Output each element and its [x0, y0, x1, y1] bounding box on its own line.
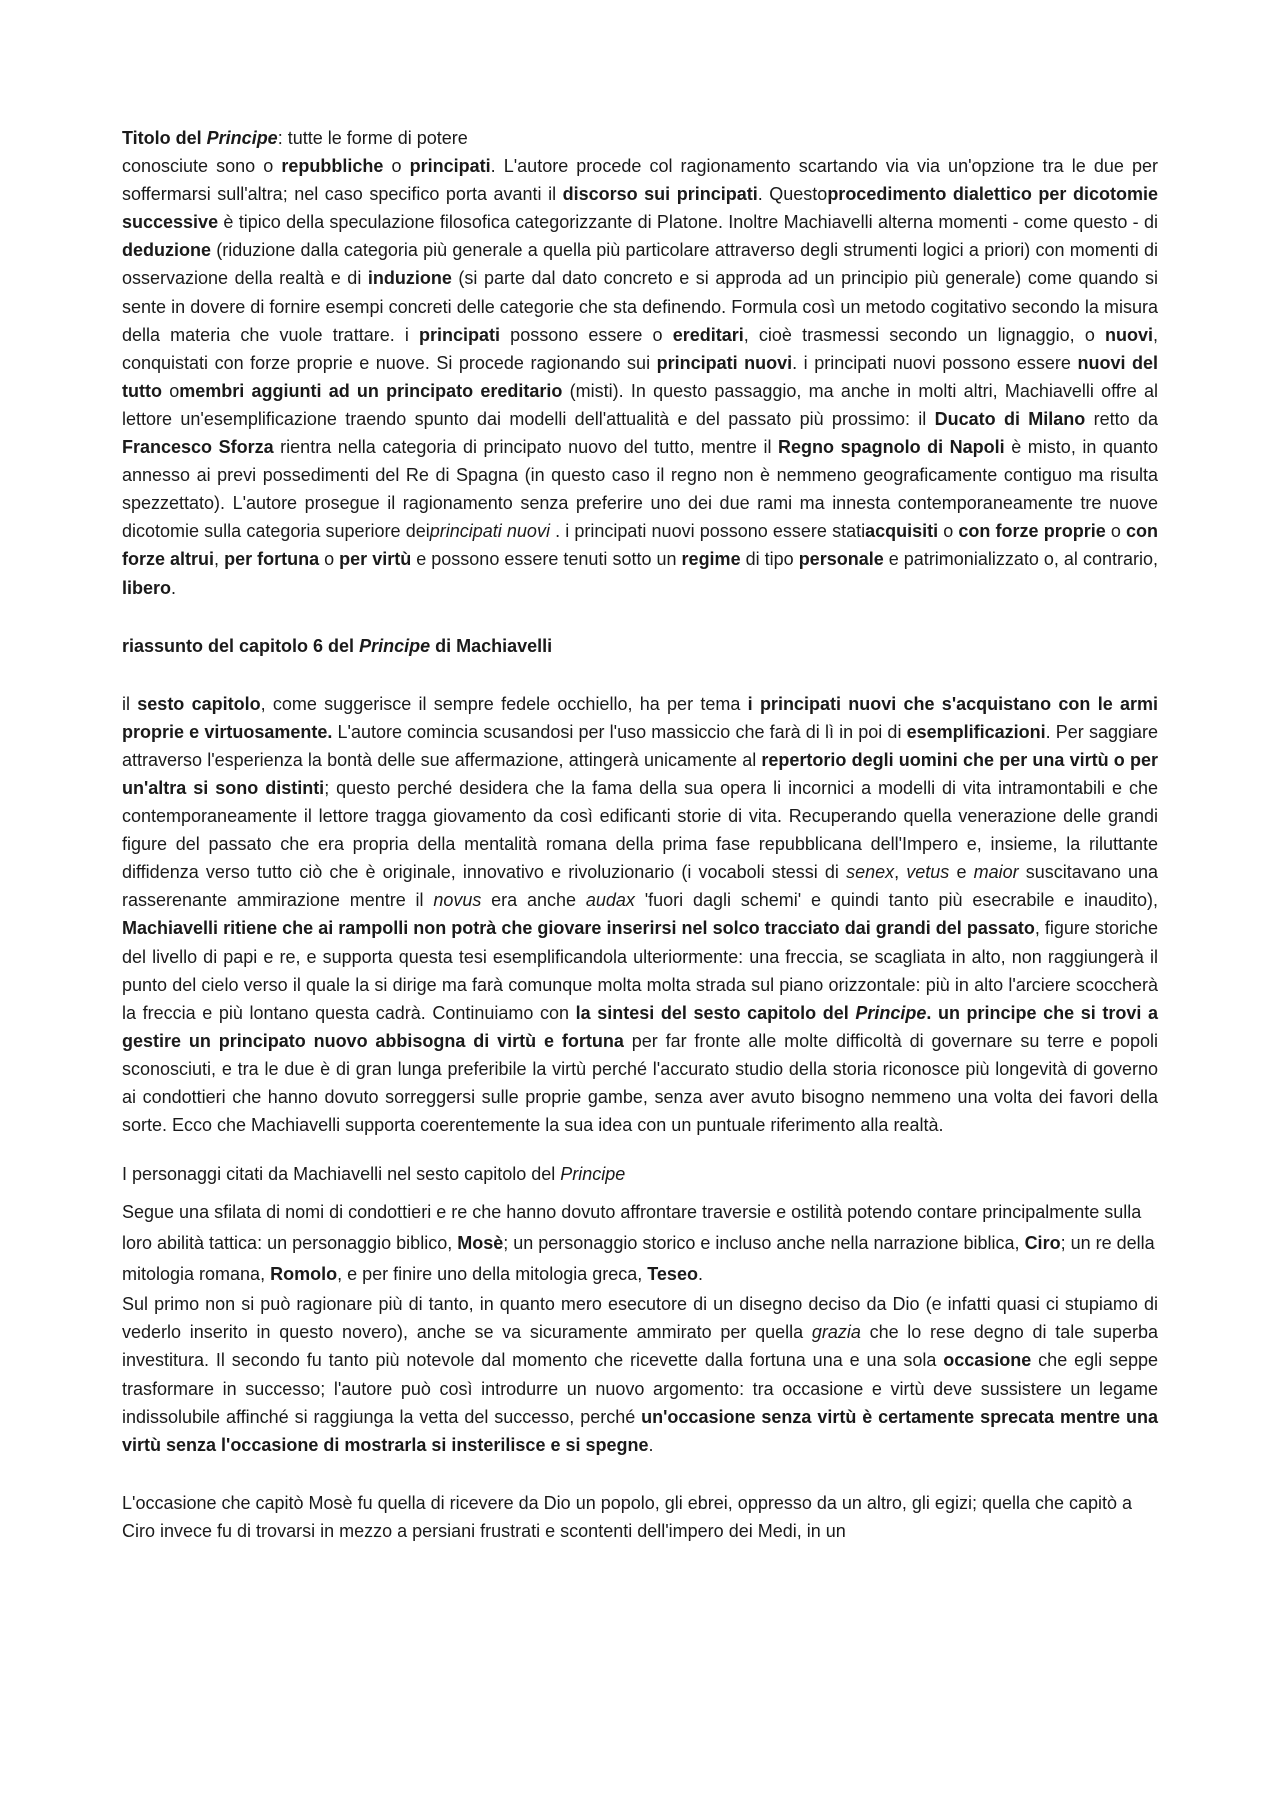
text-run: conosciute sono o: [122, 156, 282, 177]
text-run: i principati nuovi che s'acquistano con le armi proprie e virtuosamente.: [122, 693, 1159, 742]
text-run: per far fronte alle molte difficoltà di governare su terre e popoli sconosciuti, e tra le due è di gran lunga preferibile la virtù perché l'accurato studio della storia riconosce più longevità di governo ai condottieri che hanno dovuto sorreggersi sulle proprie gambe, senza aver avuto bisogno nemmeno una volta dei favori della sorte. Ecco che Machiavelli supporta coerentemente la sua idea con un puntuale riferimento alla realtà.: [122, 1030, 1158, 1136]
text-run: maior: [973, 862, 1019, 883]
section-heading-personaggi: I personaggi citati da Machiavelli nel sesto capitolo del Principe: [122, 1164, 626, 1185]
text-run: è misto, in quanto annesso ai previ possedimenti del Re di Spagna (in questo caso il regno non è nemmeno geograficamente contiguo ma risulta spezzettato). L'autore prosegue il ragionamento senza preferire uno dei due rami ma innesta contemporaneamente tre nuove dicotomie sulla categoria superiore dei: [122, 437, 1158, 542]
text-run: L'occasione che capitò Mosè fu quella di ricevere da Dio un popolo, gli ebrei, oppresso da un altro, gli egizi; quella che capitò a Ciro invece fu di trovarsi in mezzo a persiani frustrati e scontenti dell'impero dei Medi, in un: [122, 1492, 1133, 1541]
text-run: e patrimonializzato o, al contrario,: [883, 549, 1158, 570]
text-run: .: [648, 1434, 654, 1455]
text-run: , come suggerisce il sempre fedele occhiello, ha per tema: [260, 693, 748, 714]
section-heading-capitolo-6: riassunto del capitolo 6 del Principe di Machiavelli: [122, 635, 553, 656]
text-run: (riduzione dalla categoria più generale a quella più particolare attraverso degli strumenti logici a priori) con momenti di osservazione della realtà e di: [122, 240, 1158, 289]
text-run: rientra nella categoria di principato nuovo del tutto, mentre il: [273, 437, 779, 458]
text-run: Principe: [855, 1002, 927, 1023]
text-run: repertorio degli uomini che per una virtù o per un'altra si sono distinti: [122, 749, 1158, 798]
text-run: audax: [585, 890, 635, 911]
text-run: un'occasione senza virtù è certamente sprecata mentre una virtù senza l'occasione di mostrarla si insterilisce e si spegne: [122, 1406, 1158, 1455]
text-run: . Questo: [757, 184, 828, 205]
text-run: regime: [681, 549, 741, 570]
text-run: libero: [122, 577, 172, 598]
text-run: deduzione: [122, 240, 211, 261]
text-run: , figure storiche del livello di papi e re, e supporta questa tesi esemplificandola ulteriormente: una freccia, se scagliata in alto, non raggiungerà il punto del cielo verso il quale la si dirige ma farà comunque molta molta strada sul piano orizzontale: più in alto l'arciere scoccherà la freccia e più lontano questa cadrà. Continuiamo con: [122, 918, 1158, 1023]
paragraph-sfilata-condottieri: [122, 1197, 1158, 1290]
text-run: o: [383, 156, 410, 177]
text-run: Francesco Sforza: [122, 437, 274, 458]
text-run: occasione: [943, 1350, 1032, 1371]
text-run: il: [122, 693, 138, 714]
text-run: personale: [798, 549, 884, 570]
text-run: sesto capitolo: [137, 693, 261, 714]
text-run: che lo rese degno di tale superba investitura. Il secondo fu tanto più notevole dal momento che ricevette dalla fortuna una e una sola: [122, 1322, 1158, 1371]
text-run: 'fuori dagli schemi' e quindi tanto più esecrabile e inaudito),: [634, 890, 1159, 911]
text-run: suscitavano una rasserenante ammirazione mentre il: [122, 862, 1159, 911]
text-run: vetus: [906, 862, 950, 883]
text-run: nuovi: [1104, 324, 1153, 345]
text-run: o: [1105, 521, 1127, 542]
text-run: L'autore comincia scusandosi per l'uso massiccio che farà di lì in poi di: [332, 721, 907, 742]
text-run: Segue una sfilata di nomi di condottieri e re che hanno dovuto affrontare traversie e ostilità potendo contare principalmente sulla loro abilità tattica: un personaggio biblico,: [122, 1202, 1142, 1254]
text-run: per fortuna: [224, 549, 320, 570]
text-run: Regno spagnolo di Napoli: [778, 437, 1005, 458]
text-run: ; un personaggio storico e incluso anche nella narrazione biblica,: [503, 1233, 1025, 1254]
text-run: è tipico della speculazione filosofica categorizzante di Platone. Inoltre Machiavelli alterna momenti - come questo - di: [218, 212, 1158, 233]
text-run: principati: [419, 324, 501, 345]
text-run: Teseo: [647, 1264, 698, 1285]
text-run: . L'autore procede col ragionamento scartando via via un'opzione tra le due per soffermarsi sull'altra; nel caso specifico porta avanti il: [122, 156, 1159, 205]
text-run: senex: [846, 862, 895, 883]
paragraph-principati-dicotomie: [122, 152, 1158, 602]
text-run: (misti). In questo passaggio, ma anche in molti altri, Machiavelli offre al lettore un'esemplificazione traendo spunto dai modelli dell'attualità e del passato più prossimo: il: [122, 380, 1159, 429]
text-run: o: [161, 380, 180, 401]
text-run: , e per finire uno della mitologia greca,: [337, 1264, 648, 1285]
paragraph-occasione-mose-ciro: [122, 1489, 1158, 1545]
text-run: retto da: [1085, 408, 1158, 429]
text-run: che egli seppe trasformare in successo; l'autore può così introdurre un nuovo argomento: tra occasione e virtù deve sussistere un legame indissolubile affinché si raggiunga la vetta del successo, perché: [122, 1350, 1159, 1427]
text-run: principati nuovi: [429, 521, 550, 542]
text-run: .: [171, 577, 177, 598]
text-run: (si parte dal dato concreto e si approda ad un principio più generale) come quando si sente in dovere di fornire esempi concreti delle categorie che sta definendo. Formula così un metodo cogitativo secondo la misura della materia che vuole trattare. i: [122, 268, 1158, 345]
text-run: repubbliche: [281, 156, 384, 177]
text-run: o: [319, 549, 340, 570]
text-run: . i principati nuovi possono essere stati: [549, 521, 866, 542]
paragraph-sesto-capitolo: [122, 690, 1158, 1140]
text-run: e possono essere tenuti sotto un: [411, 549, 682, 570]
text-run: discorso sui principati: [562, 184, 758, 205]
text-run: nuovi del tutto: [122, 352, 1159, 401]
text-run: ,: [894, 862, 907, 883]
text-run: Ducato di Milano: [934, 408, 1086, 429]
text-run: esemplificazioni: [906, 721, 1046, 742]
paragraph-occasione-virtu: [122, 1290, 1158, 1459]
text-run: ereditari: [672, 324, 744, 345]
text-run: e: [949, 862, 974, 883]
text-run: la sintesi del sesto capitolo del: [575, 1002, 856, 1023]
text-run: ,: [214, 549, 225, 570]
text-run: ; un re della mitologia romana,: [122, 1233, 1155, 1285]
text-run: Ciro: [1024, 1233, 1061, 1254]
text-run: Mosè: [457, 1233, 504, 1254]
text-run: . Per saggiare attraverso l'esperienza la bontà delle sue affermazione, attingerà unicamente al: [122, 721, 1158, 770]
text-run: .: [697, 1264, 703, 1285]
text-run: grazia: [811, 1322, 861, 1343]
text-run: novus: [433, 890, 482, 911]
text-run: ; questo perché desidera che la fama della sua opera li incornici a modelli di vita intramontabili e che contemporaneamente il lettore tragga giovamento da così edificanti storie di vita. Recuperando quella venerazione delle grandi figure del passato che era propria della mentalità romana della prima fase repubblicana dell'Impero e, insieme, la riluttante diffidenza verso tutto ciò che è originale, innovativo e rivoluzionario (i vocaboli stessi di: [122, 777, 1159, 883]
text-run: Romolo: [270, 1264, 338, 1285]
text-run: procedimento dialettico per dicotomie successive: [122, 184, 1158, 233]
text-run: , conquistati con forze proprie e nuove. Si procede ragionando sui: [122, 324, 1158, 373]
text-run: principati nuovi: [656, 352, 793, 373]
text-run: Sul primo non si può ragionare più di tanto, in quanto mero esecutore di un disegno deciso da Dio (e infatti quasi ci stupiamo di vederlo inserito in questo novero), anche se va sicuramente ammirato per quella: [122, 1294, 1158, 1343]
text-run: . i principati nuovi possono essere: [792, 352, 1078, 373]
text-run: Machiavelli ritiene che ai rampolli non potrà che giovare inserirsi nel solco tracciato dai grandi del passato: [122, 918, 1035, 939]
text-run: membri aggiunti ad un principato ereditario: [179, 380, 563, 401]
text-run: acquisiti: [865, 521, 939, 542]
text-run: per virtù: [339, 549, 412, 570]
text-run: con forze proprie: [958, 521, 1106, 542]
text-run: principati: [409, 156, 491, 177]
text-run: induzione: [367, 268, 452, 289]
paragraph-personaggi: [122, 1197, 1158, 1459]
text-run: con forze altrui: [122, 521, 1159, 570]
text-run: . un principe che si trovi a gestire un principato nuovo abbisogna di virtù e fortuna: [122, 1002, 1158, 1051]
text-run: era anche: [481, 890, 586, 911]
text-run: , cioè trasmessi secondo un lignaggio, o: [743, 324, 1105, 345]
text-run: di tipo: [740, 549, 799, 570]
document-title: Titolo del Principe: tutte le forme di potere: [122, 128, 468, 148]
text-run: possono essere o: [500, 324, 673, 345]
text-run: o: [938, 521, 959, 542]
